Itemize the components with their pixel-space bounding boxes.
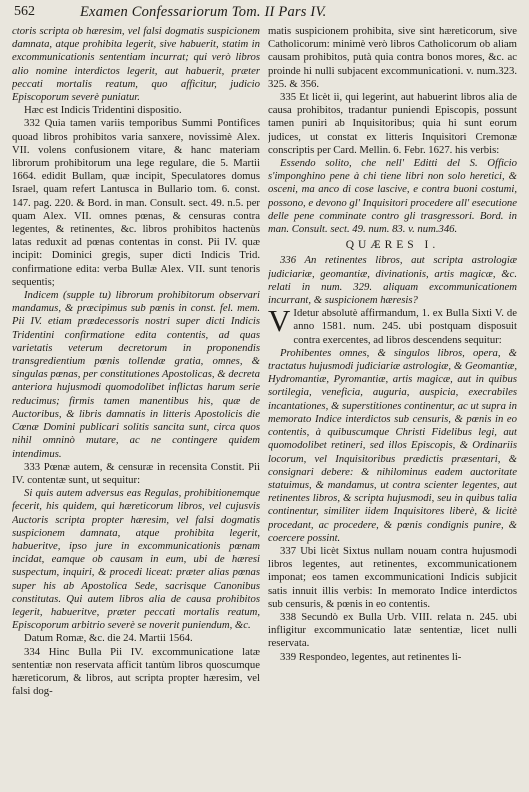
paragraph: ctoris scripta ob hæresim, vel falsi dogmatis suspicionem damnata, atque prohibita legerit, sive habuerit, statim in excommunicationis sententiam incurrat; qui verò libros alio nomine interdictos legerit, aut habuerit, præter peccati mortalis reatum, quo afficitur, judicio Episcoporum severè puniatur.: [12, 25, 260, 104]
right-column: [268, 25, 517, 790]
quotation: Indicem (supple tu) librorum prohibitorum observari mandamus, & præcipimus sub pœnis in const. fel. mem. Pii IV. etiam prædecessoris nostri super dicti Indicis Tridentini confirmatione edita contentis, ad quas varietatis veterum decretorum in proponendis transgredientium pœnis tollendæ gratia, omnes, & singulas pœnas, per constitutiones Apostolicas, & decreta anteriora hujusmodi quomodolibet inflictas harum serie reducimus; firmis tamen manentibus his, quæ de Auctoribus, & libris damnatis in litteris Apostolicis die Cœnæ Domini publicari solitis sancita sunt, circa quos nihil omninò mutare, ac ne contingere quidem intendimus.: [12, 289, 260, 460]
paragraph-335: 335 Et licèt ii, qui legerint, aut habuerint libros alia de causa prohibitos, tradantur puniendi Episcopis, possunt tamen puniri ab Inquisitoribus; quia hi sunt eorum judices, ut constat ex litteris Inquisitori Cremonæ conscriptis per Card. Mellin. 6. Febr. 1627. his verbis:: [268, 91, 517, 156]
paragraph-339: 339 Respondeo, legentes, aut retinentes li-: [280, 650, 462, 663]
paragraph-334: 334 Hinc Bulla Pii IV. excommunicatione latæ sententiæ non reservata afficit tantùm libros quoscumque hæreticorum, & libros, aut scripta propter hæresim, vel falsi dog-: [12, 645, 260, 698]
paragraph: matis suspicionem prohibita, sive sint hæreticorum, sive Catholicorum: minimè verò libros Catholicorum ob aliam causam prohibitos, putà quia contra bonos mores, &c. ac proinde hi nulli subjacent excommunicationi. v. num.323. 325. & 356.: [268, 25, 517, 90]
quotation: Prohibentes omnes, & singulos libros, opera, & tractatus hujusmodi judiciariæ astrologiæ, & Geomantiæ, Hydromantiæ, Pyromantiæ, artis magicæ, aut in quibus sortilegia, veneficia, auguria, auspicia, execrabiles incantationes, & superstitiones continentur, ac ut supra in memorato Indice interdictos sub censuris, & pœnis in eo contentis, à quibuscumque Christi Fidelibus legi, aut quomodolibet retineri, sed illos Episcopis, & Ordinariis locorum, vel Inquisitoribus prædictis præsentari, & consignari debere: & nihilominus eadem auctoritate statuimus, & mandamus, ut contra scienter legentes, aut retinentes libros, & scripta hujusmodi, seu in quibus talia continentur, similiter iidem Inquisitores liberè, & licitè procedant, ac procedere, & pœnis condignis punire, & coercere possint.: [268, 346, 517, 544]
section-heading: QUÆRES I.: [345, 239, 440, 252]
running-head: Examen Confessariorum Tom. II Pars IV.: [80, 4, 327, 20]
paragraph-333: 333 Pœnæ autem, & censuræ in recensita Constit. Pii IV. contentæ sunt, ut sequitur:: [12, 460, 260, 486]
question-336: 336 An retinentes libros, aut scripta astrologiæ judiciariæ, geomantiæ, divinationis, artis magicæ, &c. relati in num. 329. aliquam excommunicationem incurrant, & suspicionem hæresis?: [268, 254, 517, 307]
left-column: [12, 25, 260, 790]
quotation: Essendo solito, che nell' Editti del S. Officio s'imponghino pene à chi tiene libri non solo heretici, & osceni, ma anco di cose lascive, e contra buoni costumi, possono, e devono gl' Inquisitori procedere all' esecutione delle pene comminate contro gli trasgressori. Bord. in man. Consult. sect. 49. num. 83. v. num.346.: [268, 157, 517, 236]
page-number: 562: [14, 4, 35, 19]
page-header: [14, 4, 519, 24]
drop-cap: V: [268, 303, 291, 339]
date-line: Datum Romæ, &c. die 24. Martii 1564.: [24, 632, 193, 645]
paragraph: Hæc est Indicis Tridentini dispositio.: [24, 104, 182, 117]
paragraph-338: 338 Secundò ex Bulla Urb. VIII. relata n. 245. ubi infligitur excommunicatio latæ sententiæ, licet nulli reservata.: [268, 610, 517, 650]
paragraph-332: 332 Quia tamen variis temporibus Summi Pontifices quoad libros prohibitos varia sanxere, novissimè Alex. VII. volens confusionem vitare, & hanc materiam librorum prohibitorum una lege regulare, die 5. Martii 1664. edidit Bullam, quæ incipit, Speculatores domus Israel, quam refert Lantusca in Bullario tom. 6. const. 147. pag. 220. & Bord. in man. Consult. sect. 49. n.5. per quam Alex. VII. omnes pœnas, & censuras contra legentes, & retinentes, &c. libros prohibitos hactenùs latas reduxit ad pœnas contentas in const. Pii IV. quæ incipit: Dominici gregis, super dicti Indicis Trid. confirmatione edita: verba Bullæ Alex. VII. sunt tenoris sequentis;: [12, 117, 260, 288]
quotation: Si quis autem adversus eas Regulas, prohibitionemque fecerit, his quidem, qui hæreticorum libros, vel cujusvis Auctoris scripta propter hæresim, vel falsi dogmatis suspicionem damnata, atque prohibita legerit, habueritve, ipso jure in excommunicationis pœnam incidat, eamque ob causam in eum, ubi de hæresi suspectum, inquiri, & procedi liceat: præter alias pœnas super his ab Apostolica Sede, sacrisque Canonibus constitutas. Qui autem libros alia de causa prohibitos legerit, habueritve, præter peccati mortalis reatum, Episcoporum arbitrio severè se noverit puniendum, &c.: [12, 487, 260, 632]
paragraph-337: 337 Ubi licèt Sixtus nullam nouam contra hujusmodi libros legentes, aut retinentes, excommunicationem imponat; eos tamen excommunicationi Indicis subjicit satis innuit illis verbis: In memorato Indice interdictos sub censuris, & pœnis in eo contentis.: [268, 544, 517, 610]
paragraph-text: Idetur absolutè affirmandum, 1. ex Bulla Sixti V. de anno 1581. num. 245. ubi postquam disposuit contra exercentes, ad libros descendens sequitur:: [293, 307, 517, 346]
paragraph-with-drop-cap: [268, 303, 517, 347]
